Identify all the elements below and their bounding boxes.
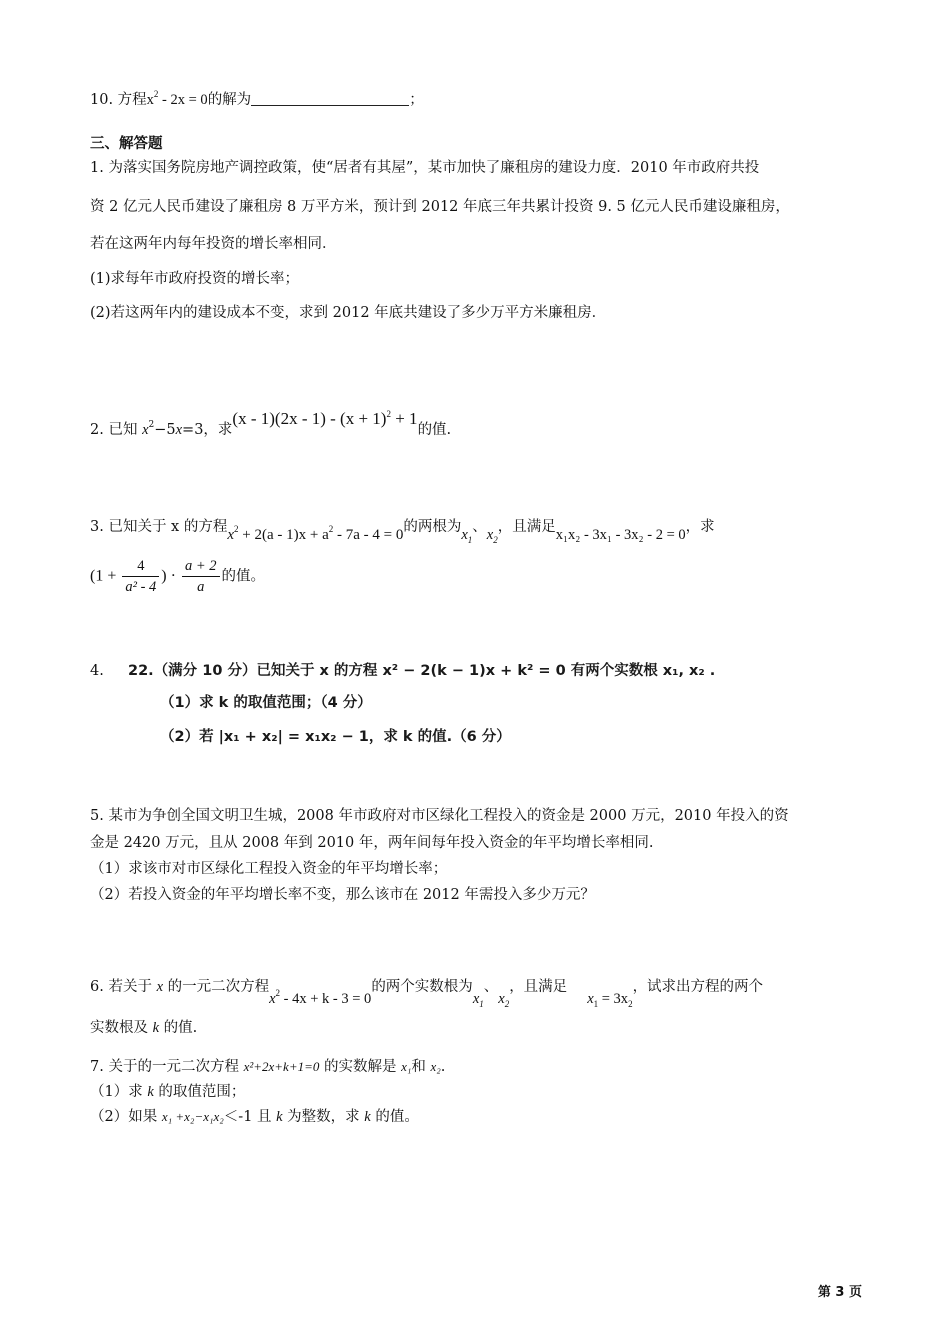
q10-answer-blank[interactable] <box>251 91 409 106</box>
p2-expr-main: (x - 1)(2x - 1) - (x + 1) <box>232 409 387 428</box>
p3-root1 <box>461 527 472 543</box>
p6-line2 <box>90 1017 197 1039</box>
p6-root1-x: x <box>472 991 480 1007</box>
p3-eq-sup1: 2 <box>234 524 239 534</box>
p3-frac1-den: a² - 4 <box>125 579 157 595</box>
p7-line1 <box>90 1056 445 1078</box>
p7-question2 <box>90 1106 419 1128</box>
p3-mid1: 的两根为 <box>403 519 462 535</box>
p1-line3: 若在这两年内每年投资的增长率相同． <box>90 236 337 252</box>
q10-eq-var: x <box>146 92 154 108</box>
p7-q2d: 的值。 <box>370 1109 419 1125</box>
p2-cond-mid: −5 <box>154 422 176 438</box>
p1-question2: (2)若这两年内的建设成本不变，求到 2012 年底共建设了多少万平方米廉租房． <box>90 305 607 321</box>
p3-frac2-num: a + 2 <box>182 556 220 577</box>
p4-scan-line1: 22.（满分 10 分）已知关于 x 的方程 x² − 2(k − 1)x + k² = 0 有两个实数根 x₁, x₂ . <box>128 663 716 679</box>
p3-root2-x: x <box>486 527 494 543</box>
p3-sep: 、 <box>472 519 487 535</box>
p3-condition: x₁x₂ - 3x₁ - 3x₂ - 2 = 0 <box>555 527 686 543</box>
p3-fraction1 <box>122 556 159 597</box>
p6-l2k: k <box>152 1020 160 1036</box>
q10-line <box>90 83 424 111</box>
p1-question1: (1)求每年市政府投资的增长率； <box>90 271 300 287</box>
p7-q1b: 的取值范围； <box>153 1084 246 1100</box>
p6-var: x <box>156 979 163 995</box>
p4-scan-line2: （1）求 k 的取值范围；（4 分） <box>160 695 372 711</box>
p3-eq-sup2: 2 <box>328 524 334 534</box>
p2-cond-end: =3，求 <box>182 422 233 438</box>
p7-q1k: k <box>147 1084 154 1100</box>
p4-scan-line3: （2）若 |x₁ + x₂| = x₁x₂ − 1，求 k 的值.（6 分） <box>160 729 511 745</box>
p6-eq-x: x <box>269 991 276 1007</box>
p1-line1: 1. 为落实国务院房地产调控政策，使“居者有其屋”，某市加快了廉租房的建设力度．2010 年市政府共投 <box>90 160 760 176</box>
q10-eq-rest: - 2x = 0 <box>158 92 208 108</box>
p1-line2: 资 2 亿元人民币建设了廉租房 8 万平方米，预计到 2012 年底三年共累计投资 9. 5 亿元人民币建设廉租房， <box>90 199 790 215</box>
p6-l2a: 实数根及 <box>90 1020 153 1036</box>
p3-frac2-den: a <box>197 579 205 595</box>
p2-suffix: 的值. <box>417 422 452 438</box>
p6-sep: 、 <box>483 979 499 995</box>
p3-equation <box>227 524 404 543</box>
p2-prefix: 2. 已知 <box>90 422 143 438</box>
p2-cond-sup: 2 <box>148 420 155 430</box>
p6-l2b: 的值. <box>159 1020 198 1036</box>
p2-expr-tail: + 1 <box>390 409 418 428</box>
p3-expr-mid: ) · <box>161 567 180 585</box>
p7-l1e: 和 <box>411 1059 431 1075</box>
p7-equation: x²+2x+k+1=0 <box>243 1059 320 1074</box>
p7-q2k2: k <box>364 1109 371 1125</box>
p3-eq-mid: + 2(a - 1)x + a <box>238 527 329 543</box>
p6-cond-rest: = 3x <box>598 991 629 1007</box>
p3-frac1-num: 4 <box>122 556 159 577</box>
p3-root2-sub: 2 <box>493 535 498 545</box>
p7-root2: x₂ <box>430 1059 441 1074</box>
p7-q2b: ＜-1 且 <box>223 1109 277 1125</box>
p3-fraction2 <box>182 556 220 597</box>
q10-end: ； <box>409 92 424 108</box>
p3-mid2: ，且满足 <box>497 519 556 535</box>
p6-end: ，试求出方程的两个 <box>632 979 764 995</box>
p6-root1 <box>473 991 484 1007</box>
page-number: 第 3 页 <box>817 1285 862 1300</box>
p6-line1 <box>90 970 764 1009</box>
p6-cond-sub2: 2 <box>628 999 633 1009</box>
q10-suffix: 的解为 <box>207 92 252 108</box>
p7-root1: x₁ <box>401 1059 412 1074</box>
p3-root1-sub: 1 <box>467 535 473 545</box>
p6-root1-sub: 1 <box>479 999 484 1009</box>
p4-number: 4. <box>90 663 104 679</box>
p3-suffix: 的值。 <box>221 568 265 585</box>
p7-q2k: k <box>276 1109 283 1125</box>
p7-l1c: 的实数解是 <box>319 1059 402 1075</box>
p2-expression <box>232 409 417 428</box>
p3-expr-pre: (1 + <box>90 567 121 585</box>
p6-condition <box>587 991 632 1007</box>
p6-eq-sup: 2 <box>275 988 281 998</box>
p3-root1-x: x <box>461 527 468 543</box>
p2-expr-sup: 2 <box>386 409 391 419</box>
p5-line2: 金是 2420 万元，且从 2008 年到 2010 年，两年间每年投入资金的年平均增长率相同. <box>90 835 654 851</box>
q10-eq-sup: 2 <box>153 89 159 99</box>
p6-mid2: 的两个实数根为 <box>371 979 473 995</box>
p7-q2-expression: x₁ +x₂−x₁x₂ <box>161 1109 224 1124</box>
p5-line1: 5. 某市为争创全国文明卫生城，2008 年市政府对市区绿化工程投入的资金是 2000 万元，2010 年投入的资 <box>90 808 789 824</box>
p5-question1: （1）求该市对市区绿化工程投入资金的年平均增长率； <box>90 861 448 877</box>
p7-q1a: （1）求 <box>90 1084 148 1100</box>
p3-line1 <box>90 510 715 543</box>
p7-q2a: （2）如果 <box>90 1109 162 1125</box>
p6-root2 <box>498 991 509 1007</box>
p3-line2 <box>90 556 265 597</box>
p2-cond-x: x <box>142 422 149 438</box>
p3-end: ，求 <box>685 519 715 535</box>
p7-question1 <box>90 1081 245 1103</box>
p3-eq-x: x <box>227 527 235 543</box>
p7-period: . <box>440 1059 446 1075</box>
p6-cond-x: x <box>587 991 594 1007</box>
p7-q2c: 为整数，求 <box>282 1109 365 1125</box>
p7-l1a: 7. 关于的一元二次方程 <box>90 1059 244 1075</box>
p6-mid: 的一元二次方程 <box>163 979 270 995</box>
p6-root2-x: x <box>498 991 505 1007</box>
p6-eq-rest: - 4x + k - 3 = 0 <box>280 991 372 1007</box>
p6-equation <box>269 988 372 1007</box>
p2-cond-x2: x <box>175 422 183 438</box>
section-title: 三、解答题 <box>90 135 163 152</box>
p6-prefix: 6. 若关于 <box>90 979 157 995</box>
p3-eq-end: - 7a - 4 = 0 <box>333 527 404 543</box>
p5-question2: （2）若投入资金的年平均增长率不变，那么该市在 2012 年需投入多少万元？ <box>90 887 595 903</box>
p6-cond-sub1: 1 <box>593 999 599 1009</box>
p3-prefix: 3. 已知关于 x 的方程 <box>90 519 228 535</box>
p2-line <box>90 409 452 441</box>
p6-root2-sub: 2 <box>504 999 510 1009</box>
p6-mid3: ，且满足 <box>509 979 568 995</box>
q10-prefix: 10. 方程 <box>90 92 147 108</box>
q10-equation <box>146 89 208 108</box>
p3-root2 <box>487 527 498 543</box>
